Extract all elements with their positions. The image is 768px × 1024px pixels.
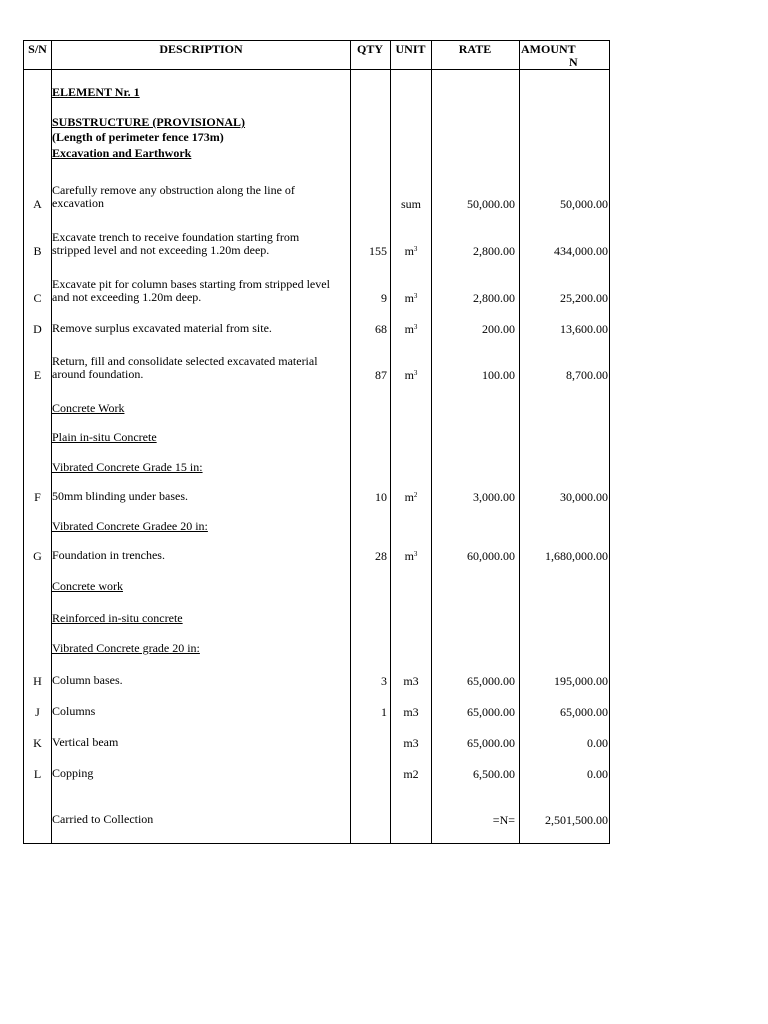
item-a-unit: sum bbox=[400, 197, 421, 211]
item-c-amount: 25,200.00 bbox=[560, 291, 608, 305]
subheading-reinforced-insitu: Reinforced in-situ concrete bbox=[52, 611, 183, 625]
unit-text: m bbox=[404, 244, 414, 258]
subheading-plain-insitu: Plain in-situ Concrete bbox=[52, 430, 157, 444]
item-g-qty: 28 bbox=[375, 549, 387, 563]
item-c-desc-line1: Excavate pit for column bases starting from stripped level bbox=[52, 277, 330, 291]
item-e-amount: 8,700.00 bbox=[566, 368, 608, 382]
item-a-rate: 50,000.00 bbox=[467, 197, 515, 211]
unit-superscript: 3 bbox=[413, 292, 418, 300]
item-f-desc-line1: 50mm blinding under bases. bbox=[52, 489, 188, 503]
item-h-qty: 3 bbox=[381, 674, 387, 688]
item-b-amount: 434,000.00 bbox=[554, 244, 608, 258]
header-sn: S/N bbox=[28, 42, 47, 56]
item-a-amount: 50,000.00 bbox=[560, 197, 608, 211]
bill-of-quantities-table bbox=[23, 40, 610, 844]
subheading-grade-20: Vibrated Concrete Gradee 20 in: bbox=[52, 519, 208, 533]
item-j-unit: m3 bbox=[403, 705, 419, 719]
unit-text: m bbox=[404, 490, 414, 504]
item-l-rate: 6,500.00 bbox=[473, 767, 515, 781]
total-amount: 2,501,500.00 bbox=[545, 813, 608, 827]
item-g-amount: 1,680,000.00 bbox=[545, 549, 608, 563]
item-d-unit bbox=[391, 322, 431, 337]
item-f-amount: 30,000.00 bbox=[560, 490, 608, 504]
item-e-qty: 87 bbox=[375, 368, 387, 382]
item-h-desc-line1: Column bases. bbox=[52, 673, 123, 687]
section-title: SUBSTRUCTURE (PROVISIONAL) bbox=[52, 115, 246, 129]
item-c-unit bbox=[391, 291, 431, 306]
header-unit: UNIT bbox=[395, 42, 426, 56]
unit-superscript: 3 bbox=[413, 369, 418, 377]
item-k-amount: 0.00 bbox=[587, 736, 608, 750]
item-a-sn: A bbox=[33, 197, 42, 211]
item-h-rate: 65,000.00 bbox=[467, 674, 515, 688]
item-b-sn: B bbox=[33, 244, 42, 258]
item-c-sn: C bbox=[33, 291, 42, 305]
item-j-rate: 65,000.00 bbox=[467, 705, 515, 719]
item-a-desc-line2: excavation bbox=[52, 196, 104, 210]
subheading-concrete-work: Concrete Work bbox=[52, 401, 125, 415]
item-d-rate: 200.00 bbox=[482, 322, 515, 336]
item-g-sn: G bbox=[33, 549, 42, 563]
item-e-rate: 100.00 bbox=[482, 368, 515, 382]
unit-text: m bbox=[404, 322, 414, 336]
item-b-rate: 2,800.00 bbox=[473, 244, 515, 258]
item-f-sn: F bbox=[34, 490, 41, 504]
item-e-unit bbox=[391, 368, 431, 383]
item-d-sn: D bbox=[33, 322, 42, 336]
carried-to-collection-label: Carried to Collection bbox=[52, 812, 154, 826]
subheading-grade-15: Vibrated Concrete Grade 15 in: bbox=[52, 460, 203, 474]
item-e-sn: E bbox=[33, 368, 42, 382]
item-c-qty: 9 bbox=[381, 291, 387, 305]
item-h-amount: 195,000.00 bbox=[554, 674, 608, 688]
item-d-qty: 68 bbox=[375, 322, 387, 336]
subheading-concrete-work-2: Concrete work bbox=[52, 579, 123, 593]
total-currency: =N= bbox=[492, 813, 515, 827]
unit-superscript: 2 bbox=[413, 491, 418, 499]
item-k-unit: m3 bbox=[403, 736, 419, 750]
item-g-rate: 60,000.00 bbox=[467, 549, 515, 563]
item-k-rate: 65,000.00 bbox=[467, 736, 515, 750]
item-l-sn: L bbox=[33, 767, 42, 781]
item-g-desc-line1: Foundation in trenches. bbox=[52, 548, 165, 562]
column-divider bbox=[431, 41, 432, 843]
item-b-unit bbox=[391, 244, 431, 259]
item-b-qty: 155 bbox=[369, 244, 387, 258]
item-k-desc-line1: Vertical beam bbox=[52, 735, 119, 749]
header-rule bbox=[24, 69, 609, 70]
item-b-desc-line1: Excavate trench to receive foundation starting from bbox=[52, 230, 300, 244]
header-description: DESCRIPTION bbox=[159, 42, 243, 56]
unit-text: m bbox=[404, 549, 414, 563]
unit-superscript: 3 bbox=[413, 323, 418, 331]
item-a-desc-line1: Carefully remove any obstruction along the line of bbox=[52, 183, 295, 197]
item-j-amount: 65,000.00 bbox=[560, 705, 608, 719]
item-c-desc-line2: and not exceeding 1.20m deep. bbox=[52, 290, 202, 304]
item-j-desc-line1: Columns bbox=[52, 704, 96, 718]
subheading-grade-20b: Vibrated Concrete grade 20 in: bbox=[52, 641, 200, 655]
item-g-unit bbox=[391, 549, 431, 564]
item-e-desc-line2: around foundation. bbox=[52, 367, 144, 381]
item-j-sn: J bbox=[35, 705, 40, 719]
item-l-amount: 0.00 bbox=[587, 767, 608, 781]
header-amount-currency: N bbox=[569, 55, 578, 69]
perimeter-note: (Length of perimeter fence 173m) bbox=[52, 130, 224, 144]
item-k-sn: K bbox=[33, 736, 42, 750]
section-subtitle: Excavation and Earthwork bbox=[52, 146, 192, 160]
item-l-unit: m2 bbox=[403, 767, 419, 781]
item-f-unit bbox=[391, 490, 431, 505]
item-f-qty: 10 bbox=[375, 490, 387, 504]
item-f-rate: 3,000.00 bbox=[473, 490, 515, 504]
item-l-desc-line1: Copping bbox=[52, 766, 94, 780]
unit-superscript: 3 bbox=[413, 550, 418, 558]
item-d-desc-line1: Remove surplus excavated material from site. bbox=[52, 321, 272, 335]
item-h-unit: m3 bbox=[403, 674, 419, 688]
item-c-rate: 2,800.00 bbox=[473, 291, 515, 305]
unit-text: m bbox=[404, 368, 414, 382]
unit-superscript: 3 bbox=[413, 245, 418, 253]
item-j-qty: 1 bbox=[381, 705, 387, 719]
header-rate: RATE bbox=[458, 42, 492, 56]
column-divider bbox=[390, 41, 391, 843]
item-b-desc-line2: stripped level and not exceeding 1.20m deep. bbox=[52, 243, 270, 257]
column-divider bbox=[350, 41, 351, 843]
item-e-desc-line1: Return, fill and consolidate selected excavated material bbox=[52, 354, 318, 368]
header-qty: QTY bbox=[356, 42, 383, 56]
item-d-amount: 13,600.00 bbox=[560, 322, 608, 336]
header-amount: AMOUNT bbox=[521, 42, 576, 56]
element-heading: ELEMENT Nr. 1 bbox=[52, 85, 140, 99]
unit-text: m bbox=[404, 291, 414, 305]
item-h-sn: H bbox=[33, 674, 42, 688]
column-divider bbox=[519, 41, 520, 843]
